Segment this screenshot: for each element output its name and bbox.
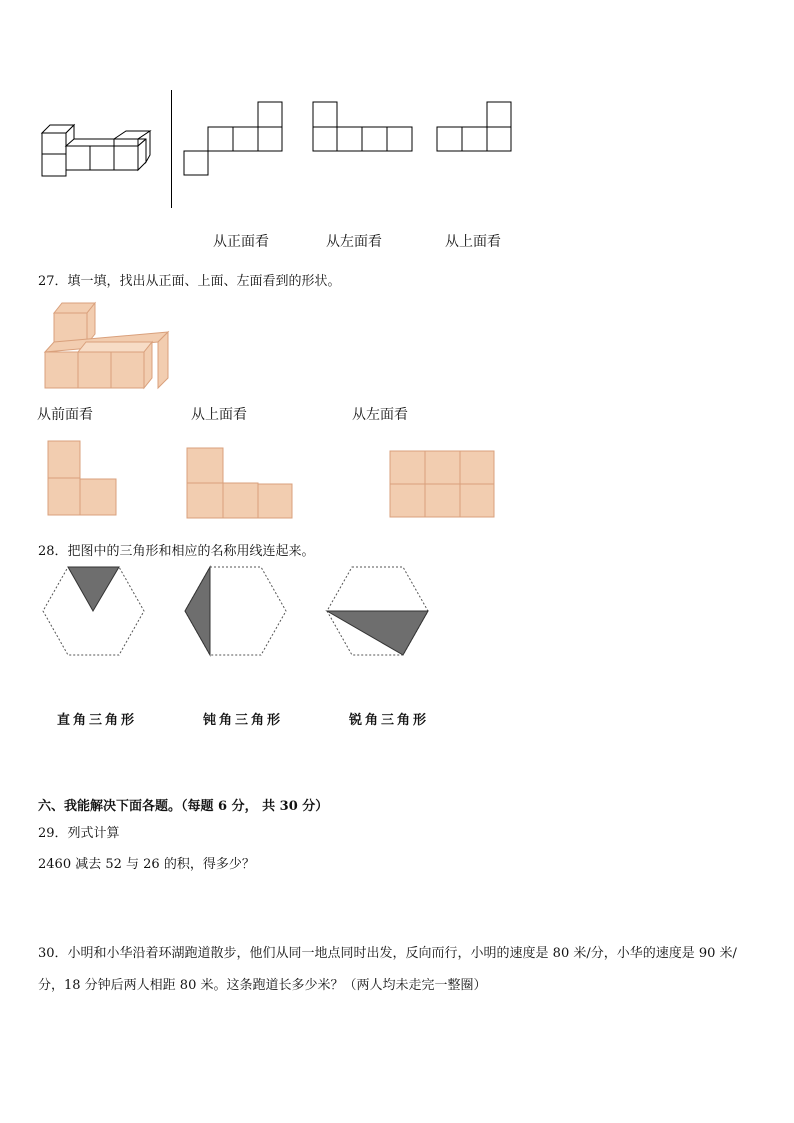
q26-label-left: 从左面看	[326, 234, 382, 250]
q30-problem: 30．小明和小华沿着环湖跑道散步，他们从同一地点同时出发，反向而行，小明的速度是 80 米/分，小华的速度是 90 米/分，18 分钟后两人相距 80 米。这条跑道长多少米？（两人均未走完一整圈）	[38, 946, 737, 993]
q28-name-acute-triangle: 锐角三角形	[349, 713, 430, 728]
q26-label-top: 从上面看	[445, 234, 501, 250]
q29-problem: 2460 减去 52 与 26 的积，得多少？	[38, 857, 255, 872]
q28-prompt: 28．把图中的三角形和相应的名称用线连起来。	[38, 544, 315, 559]
q27-label-left: 从左面看	[352, 407, 408, 423]
q27-label-top: 从上面看	[191, 407, 247, 423]
q26-label-front: 从正面看	[213, 234, 269, 250]
q28-name-obtuse-triangle: 钝角三角形	[203, 713, 284, 728]
q28-name-right-triangle: 直角三角形	[57, 713, 138, 728]
q29-title: 29．列式计算	[38, 826, 120, 841]
q27-label-front: 从前面看	[37, 407, 93, 423]
section-6-heading: 六、我能解决下面各题。（每题 6 分， 共 30 分）	[38, 799, 329, 814]
q27-prompt: 27．填一填，找出从正面、上面、左面看到的形状。	[38, 274, 341, 289]
